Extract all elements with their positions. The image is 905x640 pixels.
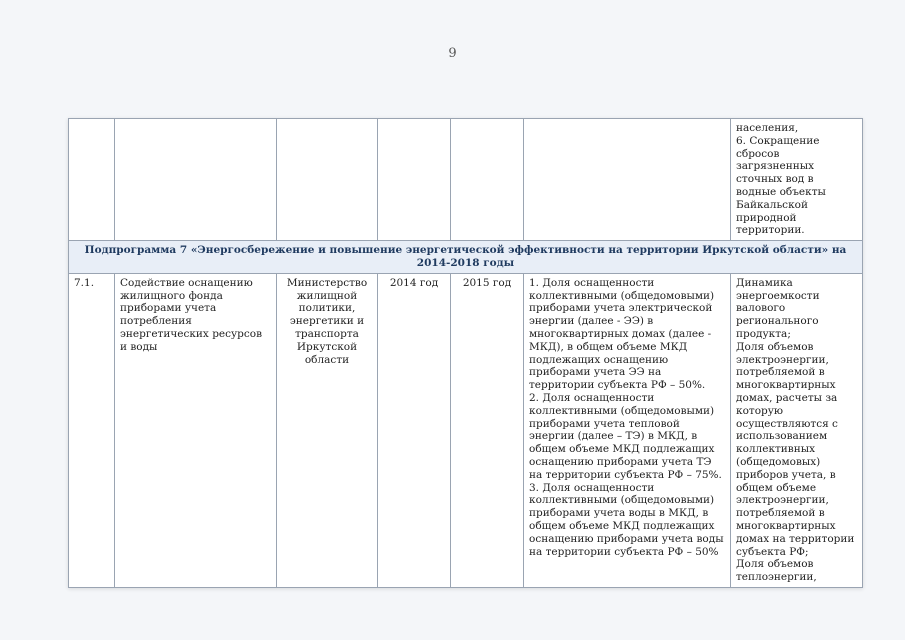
- result-item: 2. Доля оснащенности коллективными (общедомовыми) приборами учета тепловой энергии (далее – ТЭ) в МКД, в общем объеме МКД подлежащих оснащению приборами учета ТЭ на территории субъекта РФ – 75%.: [529, 391, 722, 481]
- measure-name: Содействие оснащению жилищного фонда приборами учета потребления энергетических ресурсов и воды: [115, 273, 277, 587]
- subprogram-header-row: [69, 241, 863, 274]
- indicator-line: 6. Сокращение сбросов загрязненных сточных вод в водные объекты Байкальской природной территории.: [736, 134, 826, 237]
- end-year: 2015 год: [451, 273, 524, 587]
- page-number: 9: [448, 46, 457, 61]
- indicator-item: Доля объемов электроэнергии, потребляемой в многоквартирных домах, расчеты за которую осуществляются с использованием коллективных (общедомовых) приборов учета, в общем объеме электроэнергии, потребляемой в многоквартирных домах на территории субъекта РФ;: [736, 340, 855, 558]
- cell-indicators-continued: [731, 119, 863, 241]
- indicator-line: населения,: [736, 122, 799, 134]
- result-item: 3. Доля оснащенности коллективными (общедомовыми) приборами учета воды в МКД, в общем объеме МКД подлежащих оснащению приборами учета воды на территории субъекта РФ – 50%: [529, 481, 724, 558]
- row-number: 7.1.: [69, 273, 115, 587]
- cell-name-empty: [115, 119, 277, 241]
- table-row-7-1: [69, 273, 863, 587]
- indicator-item: Динамика энергоемкости валового регионального продукта;: [736, 276, 820, 340]
- table-row-continuation: [69, 119, 863, 241]
- cell-start-empty: [378, 119, 451, 241]
- responsible-executor: Министерство жилищной политики, энергетики и транспорта Иркутской области: [277, 273, 378, 587]
- cell-results-empty: [524, 119, 731, 241]
- subprogram-title: Подпрограмма 7 «Энергосбережение и повышение энергетической эффективности на территории Иркутской области» на 2014-2018 годы: [69, 241, 863, 274]
- result-item: 1. Доля оснащенности коллективными (общедомовыми) приборами учета электрической энергии (далее - ЭЭ) в многоквартирных домах (далее - МКД), в общем объеме МКД подлежащих оснащению приборами учета ЭЭ на территории субъекта РФ – 50%.: [529, 276, 715, 392]
- cell-number-empty: [69, 119, 115, 241]
- start-year: 2014 год: [378, 273, 451, 587]
- expected-results: [524, 273, 731, 587]
- indicator-item: Доля объемов теплоэнергии,: [736, 558, 817, 584]
- cell-responsible-empty: [277, 119, 378, 241]
- cell-end-empty: [451, 119, 524, 241]
- program-table: [68, 118, 863, 588]
- target-indicators: [731, 273, 863, 587]
